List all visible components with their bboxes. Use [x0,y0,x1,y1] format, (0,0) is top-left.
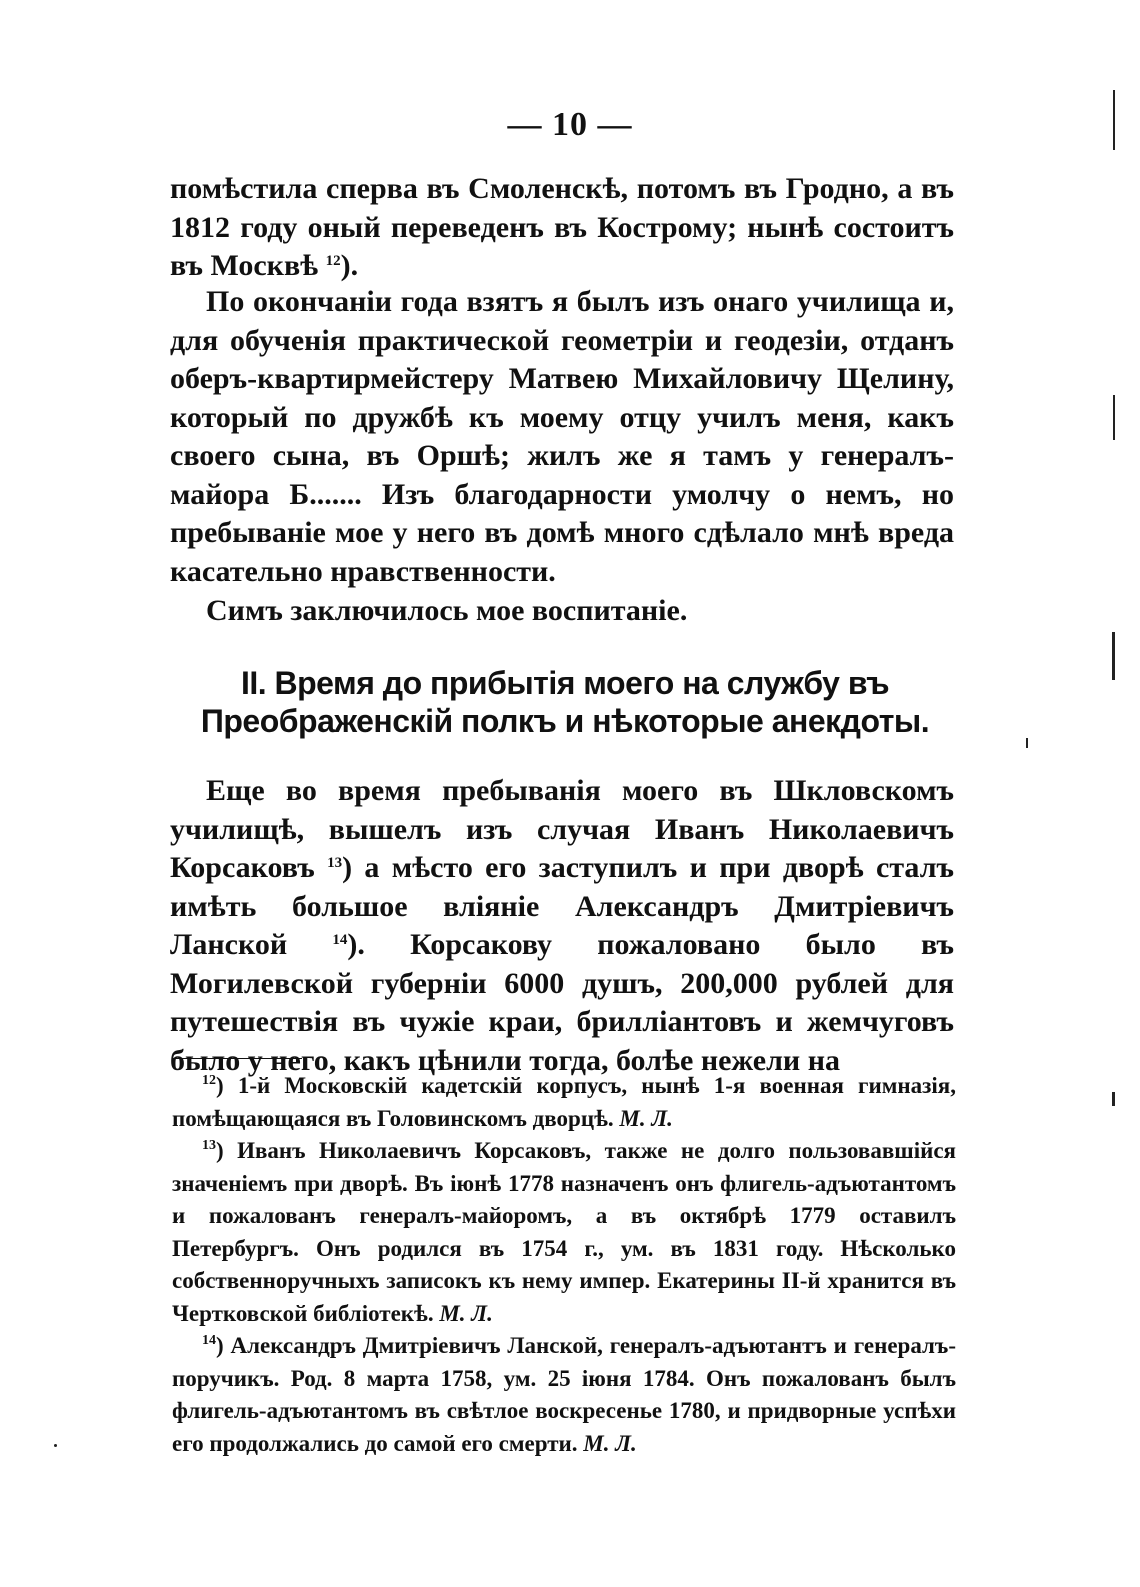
chapter-body [170,772,954,1080]
paragraph-text: помѣстила сперва въ Смоленскѣ, потомъ въ Гродно, а въ 1812 году оный переведенъ въ Кострому; нынѣ состоитъ въ Москвѣ [170,172,954,282]
paragraph-text: Симъ заключилось мое воспитаніе. [206,594,688,627]
footnote-reference[interactable]: 13 [327,855,343,871]
paragraph-conclusion [170,592,954,631]
chapter-heading: II. Время до прибытія моего на службу въ Преображенскій полкъ и нѣкоторые анекдоты. [200,665,930,739]
footnote-signature: М. Л. [583,1430,637,1456]
paragraph-education [170,283,954,591]
footnote-reference[interactable]: 14 [332,932,348,948]
paragraph-text-end: ). [340,249,359,282]
footnotes [172,1070,956,1460]
footnote-text: ) Александръ Дмитріевичъ Ланской, генералъ-адъютантъ и генералъ-поручикъ. Род. 8 марта 1758, ум. 25 іюня 1784. Онъ пожалованъ былъ флигель-адъютантомъ въ свѣтлое воскресенье 1780, и придворные успѣхи его продолжались до самой его смерти. [172,1333,956,1456]
footnote-signature: М. Л. [439,1300,493,1326]
paragraph-text: По окончаніи года взятъ я былъ изъ онаго училища и, для обученія практической геометріи и геодезіи, отданъ оберъ-квартирмейстеру Матвею Михайловичу Щелину, который по дружбѣ къ моему отцу училъ меня, какъ своего сына, въ Оршѣ; жилъ же я тамъ у генералъ-майора Б....... Изъ благодарности умолчу о немъ, но пребываніе мое у него въ домѣ много сдѣлало мнѣ вреда касательно нравственности. [170,285,954,588]
scan-edge-mark [1113,90,1115,150]
footnote-mark: 13 [202,1138,216,1153]
scan-edge-mark [1112,632,1115,680]
scan-edge-mark [1113,395,1115,440]
footnote-text: ) 1-й Московскій кадетскій корпусъ, нынѣ 1-я военная гимназія, помѣщающаяся въ Головинскомъ дворцѣ. [172,1073,956,1131]
footnote-mark: 12 [202,1073,216,1088]
scan-dot [54,1444,57,1447]
footnote-item [172,1135,956,1330]
footnote-mark: 14 [202,1333,216,1348]
paragraph-continuation [170,170,954,286]
chapter-text: Еще во время пребыванія моего въ Шкловскомъ училищѣ, вышелъ изъ случая Иванъ Николаевичъ Корсаковъ [170,774,954,884]
scan-edge-mark [1112,1092,1115,1106]
footnote-signature: М. Л. [619,1105,673,1131]
chapter-text: ) а мѣсто его заступилъ и при дворѣ сталъ имѣть большое вліяніе Александръ Дмитріевичъ Ланской [170,851,955,961]
footnote-text: ) Иванъ Николаевичъ Корсаковъ, также не долго пользовавшійся значеніемъ при дворѣ. Въ іюнѣ 1778 назначенъ онъ флигель-адъютантомъ и пожалованъ генералъ-майоромъ, а въ октябрѣ 1779 оставилъ Петербургъ. Онъ родился въ 1754 г., ум. въ 1831 году. Нѣсколько собственноручныхъ записокъ къ нему импер. Екатерины II-й хранится въ Чертковской библіотекѣ. [172,1138,956,1326]
footnote-reference[interactable]: 12 [325,253,341,269]
page-number: — 10 — [507,106,633,143]
chapter-text: ). Корсакову пожаловано было въ Могилевской губерніи 6000 душъ, 200,000 рублей для путешествія въ чужіе краи, брилліантовъ и жемчуговъ было у него, какъ цѣнили тогда, болѣе нежели на [170,928,954,1077]
footnote-divider [172,1058,302,1059]
footnote-item [172,1330,956,1460]
scan-edge-mark [1026,738,1028,748]
footnote-item [172,1070,956,1135]
